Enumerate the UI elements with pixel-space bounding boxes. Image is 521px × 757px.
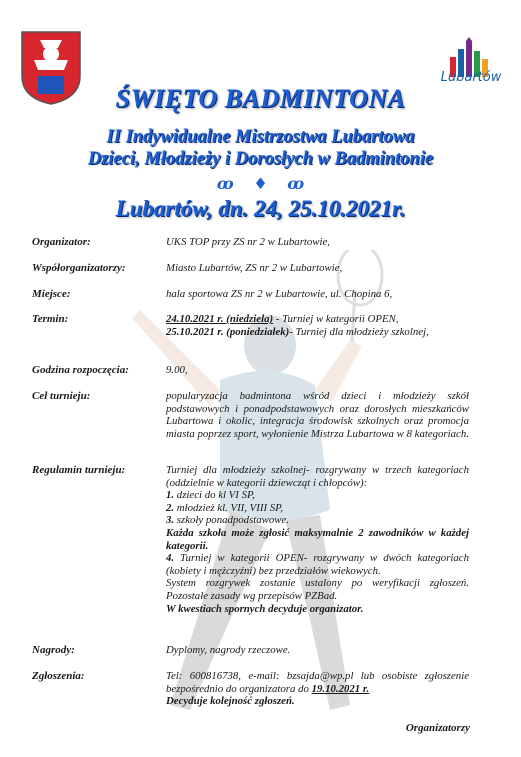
value-nagrody: Dyplomy, nagrody rzeczowe. (166, 644, 291, 656)
value-wspolorganizatorzy: Miasto Lubartów, ZS nr 2 w Lubartowie, (166, 262, 343, 274)
row-cel (32, 390, 477, 454)
row-wspolorganizatorzy (32, 262, 477, 276)
row-termin (32, 313, 477, 353)
regulamin-item-3 (166, 514, 469, 527)
regulamin-dispute: W kwestiach spornych decyduje organizator. (166, 602, 364, 615)
label-miejsce: Miejsce: (32, 288, 71, 300)
value-cel: popularyzacja badmintona wśród dzieci i młodzieży szkół podstawowych i ponadpodstawowych oraz dorosłych mieszkańców Lubartowa i okolic, integracja środowisk szkolnych oraz promocja miasta poprzez sport, wyłonienie Mistrza Lubartowa w 8 kategoriach. (166, 390, 469, 440)
item-number: 1. (166, 489, 175, 502)
item-text: Turniej w kategorii OPEN- rozgrywany w dwóch kategoriach (kobiety i mężczyźni) bez przedziałów wiekowych. (166, 552, 469, 577)
subtitle-line-1: II Indywidualne Mistrzostwa Lubartowa (106, 127, 415, 147)
item-number: 2. (166, 501, 175, 514)
regulamin-intro: Turniej dla młodzieży szkolnej- rozgrywany w trzech kategoriach (oddzielnie w kategorii dziewcząt i chłopców): (166, 464, 469, 489)
row-miejsce (32, 288, 477, 302)
ornament-divider: ꝏ ♦ ꝏ (216, 174, 305, 193)
item-number: 4. (166, 552, 175, 565)
regulamin-item-4 (166, 552, 469, 577)
value-zgloszenia (166, 670, 469, 708)
termin-text-2: - Turniej dla młodzieży szkolnej, (289, 325, 429, 338)
regulamin-item-1 (166, 489, 469, 502)
zgloszenia-order: Decyduje kolejność zgłoszeń. (166, 695, 295, 708)
value-termin (166, 313, 469, 338)
zgloszenia-text: Tel: 600816738, e-mail: bzsajda@wp.pl lub osobiste zgłoszenie bezpośrednio do organizatora do (166, 670, 469, 695)
place-and-date: Lubartów, dn. 24, 25.10.2021r. (115, 196, 406, 221)
subtitle-line-2: Dzieci, Młodzieży i Dorosłych w Badmintonie (87, 149, 434, 169)
label-regulamin: Regulamin turnieju: (32, 464, 126, 476)
label-cel: Cel turnieju: (32, 390, 91, 402)
row-regulamin (32, 464, 477, 634)
row-godzina (32, 364, 477, 378)
label-termin: Termin: (32, 313, 69, 325)
regulamin-system: System rozgrywek zostanie ustalony po weryfikacji zgłoszeń. Pozostałe zasady wg przepisów PZBad. (166, 577, 469, 602)
item-number: 3. (166, 514, 175, 527)
item-text: dzieci do kl VI SP, (174, 489, 255, 502)
label-wspolorganizatorzy: Współorganizatorzy: (32, 262, 126, 274)
signature: Organizatorzy (405, 722, 470, 734)
zgloszenia-deadline: 19.10.2021 r. (311, 682, 370, 695)
termin-text-1: - Turniej w kategorii OPEN, (273, 313, 399, 325)
item-text: młodzież kl. VII, VIII SP, (174, 501, 284, 514)
label-nagrody: Nagrody: (32, 644, 75, 656)
label-organizator: Organizator: (32, 236, 91, 248)
logo-text: Lubartów (440, 70, 502, 85)
value-regulamin (166, 464, 469, 615)
value-organizator: UKS TOP przy ZS nr 2 w Lubartowie, (166, 236, 330, 248)
value-godzina: 9.00, (166, 364, 188, 376)
regulamin-note: Każda szkoła może zgłosić maksymalnie 2 zawodników w każdej kategorii. (166, 526, 469, 552)
termin-date-2: 25.10.2021 r. (poniedziałek) (166, 325, 290, 338)
value-miejsce: hala sportowa ZS nr 2 w Lubartowie, ul. Chopina 6, (166, 288, 393, 300)
label-zgloszenia: Zgłoszenia: (32, 670, 85, 682)
row-zgloszenia (32, 670, 477, 710)
regulamin-item-2 (166, 502, 469, 515)
item-text: szkoły ponadpodstawowe. (174, 514, 289, 527)
row-nagrody (32, 644, 477, 658)
label-godzina: Godzina rozpoczęcia: (32, 364, 129, 376)
termin-date-1: 24.10.2021 r. (niedziela) (166, 313, 274, 325)
row-organizator (32, 236, 477, 250)
poster-subtitle (0, 126, 521, 170)
poster-title: ŚWIĘTO BADMINTONA (115, 84, 406, 113)
